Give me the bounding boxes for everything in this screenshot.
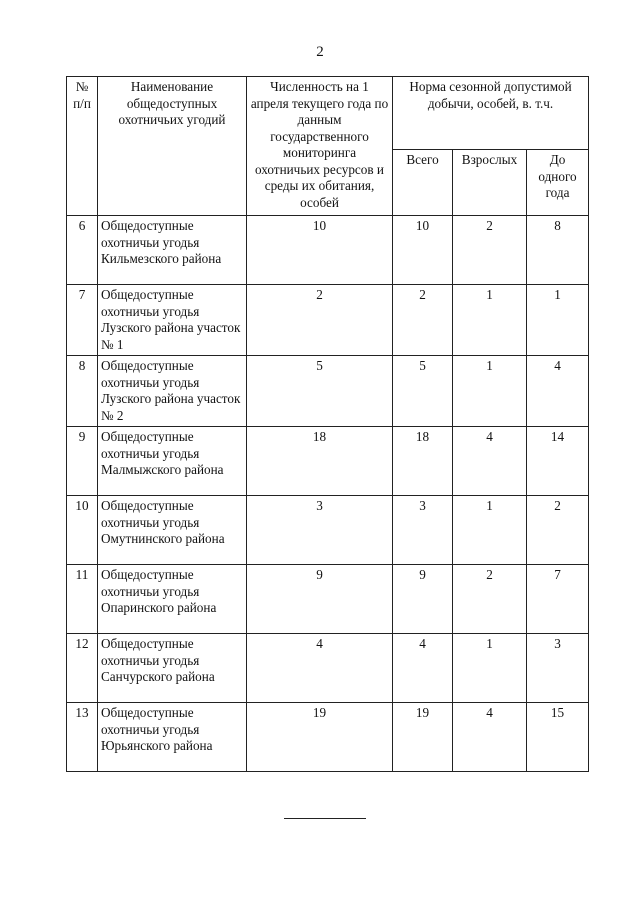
row-no: 13 bbox=[67, 703, 98, 772]
row-adults: 1 bbox=[453, 496, 527, 565]
row-young: 4 bbox=[527, 356, 589, 427]
table-row bbox=[67, 703, 589, 772]
row-adults: 1 bbox=[453, 285, 527, 356]
row-population: 9 bbox=[247, 565, 393, 634]
table-row bbox=[67, 634, 589, 703]
row-no: 8 bbox=[67, 356, 98, 427]
row-name: Общедоступные охотничьи угодья Юрьянского района bbox=[98, 703, 247, 772]
row-population: 2 bbox=[247, 285, 393, 356]
row-total: 18 bbox=[393, 427, 453, 496]
row-young: 15 bbox=[527, 703, 589, 772]
row-total: 4 bbox=[393, 634, 453, 703]
table-row bbox=[67, 216, 589, 285]
row-population: 19 bbox=[247, 703, 393, 772]
row-no: 6 bbox=[67, 216, 98, 285]
table-row bbox=[67, 496, 589, 565]
header-no: № п/п bbox=[67, 77, 98, 216]
row-name: Общедоступные охотничьи угодья Опаринского района bbox=[98, 565, 247, 634]
row-name: Общедоступные охотничьи угодья Омутнинского района bbox=[98, 496, 247, 565]
header-row-1 bbox=[67, 77, 589, 150]
row-no: 9 bbox=[67, 427, 98, 496]
row-population: 10 bbox=[247, 216, 393, 285]
table-row bbox=[67, 356, 589, 427]
row-no: 12 bbox=[67, 634, 98, 703]
row-young: 1 bbox=[527, 285, 589, 356]
row-young: 8 bbox=[527, 216, 589, 285]
header-name: Наименование общедоступных охотничьих угодий bbox=[98, 77, 247, 216]
row-name: Общедоступные охотничьи угодья Кильмезского района bbox=[98, 216, 247, 285]
signature-line bbox=[284, 818, 366, 819]
row-total: 10 bbox=[393, 216, 453, 285]
row-adults: 1 bbox=[453, 634, 527, 703]
row-population: 4 bbox=[247, 634, 393, 703]
row-no: 7 bbox=[67, 285, 98, 356]
header-total: Всего bbox=[393, 150, 453, 216]
row-adults: 2 bbox=[453, 216, 527, 285]
row-adults: 1 bbox=[453, 356, 527, 427]
row-population: 3 bbox=[247, 496, 393, 565]
row-young: 7 bbox=[527, 565, 589, 634]
page-number: 2 bbox=[316, 44, 324, 60]
hunting-quota-table bbox=[66, 76, 589, 772]
row-name: Общедоступные охотничьи угодья Малмыжского района bbox=[98, 427, 247, 496]
row-total: 5 bbox=[393, 356, 453, 427]
row-young: 2 bbox=[527, 496, 589, 565]
row-adults: 4 bbox=[453, 427, 527, 496]
row-adults: 2 bbox=[453, 565, 527, 634]
row-name: Общедоступные охотничьи угодья Санчурского района bbox=[98, 634, 247, 703]
row-adults: 4 bbox=[453, 703, 527, 772]
row-total: 19 bbox=[393, 703, 453, 772]
row-population: 18 bbox=[247, 427, 393, 496]
row-total: 3 bbox=[393, 496, 453, 565]
header-quota-group: Норма сезонной допустимой добычи, особей, в. т.ч. bbox=[393, 77, 589, 150]
table-row bbox=[67, 565, 589, 634]
row-name: Общедоступные охотничьи угодья Лузского района участок № 2 bbox=[98, 356, 247, 427]
row-young: 14 bbox=[527, 427, 589, 496]
header-population: Численность на 1 апреля текущего года по данным государственного мониторинга охотничьих ресурсов и среды их обитания, особей bbox=[247, 77, 393, 216]
row-young: 3 bbox=[527, 634, 589, 703]
row-no: 10 bbox=[67, 496, 98, 565]
row-total: 2 bbox=[393, 285, 453, 356]
row-total: 9 bbox=[393, 565, 453, 634]
row-population: 5 bbox=[247, 356, 393, 427]
header-young: До одного года bbox=[527, 150, 589, 216]
table-row bbox=[67, 427, 589, 496]
header-adults: Взрослых bbox=[453, 150, 527, 216]
row-no: 11 bbox=[67, 565, 98, 634]
row-name: Общедоступные охотничьи угодья Лузского района участок № 1 bbox=[98, 285, 247, 356]
table-row bbox=[67, 285, 589, 356]
